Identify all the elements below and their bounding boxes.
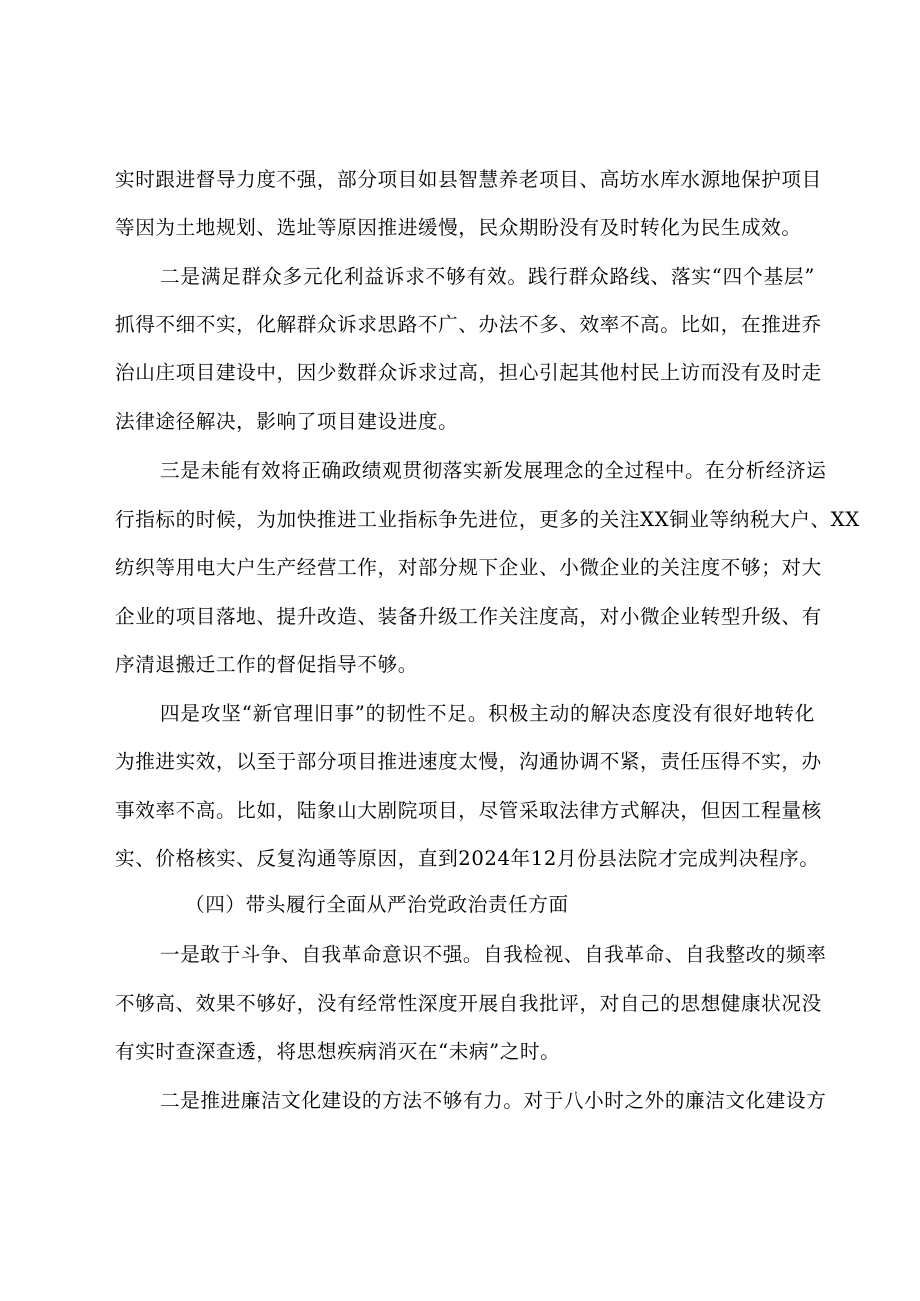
text-line: 纺织等用电大户生产经营工作，对部分规下企业、小微企业的关注度不够；对大 [115, 556, 822, 579]
paragraph-first-line: 二是推进廉洁文化建设的方法不够有力。对于八小时之外的廉洁文化建设方 [160, 1089, 827, 1112]
text-line: 实时跟进督导力度不强，部分项目如县智慧养老项目、高坊水库水源地保护项目 [115, 168, 822, 191]
text-line: 抓得不细不实，化解群众诉求思路不广、办法不多、效率不高。比如，在推进乔 [115, 313, 822, 336]
text-line: 有实时查深查透，将思想疾病消灭在“未病”之时。 [115, 1040, 561, 1063]
text-line: 实、价格核实、反复沟通等原因，直到2024年12月份县法院才完成判决程序。 [115, 847, 820, 870]
text-line: 为推进实效，以至于部分项目推进速度太慢，沟通协调不紧，责任压得不实，办 [115, 750, 822, 773]
text-line: 事效率不高。比如，陆象山大剧院项目，尽管采取法律方式解决，但因工程量核 [115, 799, 822, 822]
paragraph-first-line: 二是满足群众多元化利益诉求不够有效。践行群众路线、落实“四个基层” [160, 265, 815, 288]
text-line: 序清退搬迁工作的督促指导不够。 [115, 653, 418, 676]
text-line: 法律途径解决，影响了项目建设进度。 [115, 410, 459, 433]
text-line: 等因为土地规划、选址等原因推进缓慢，民众期盼没有及时转化为民生成效。 [115, 216, 802, 239]
text-line: 不够高、效果不够好，没有经常性深度开展自我批评，对自己的思想健康状况没 [115, 992, 822, 1015]
paragraph-first-line: 一是敢于斗争、自我革命意识不强。自我检视、自我革命、自我整改的频率 [160, 943, 827, 966]
text-line: 治山庄项目建设中，因少数群众诉求过高，担心引起其他村民上访而没有及时走 [115, 361, 822, 384]
text-line: 行指标的时候，为加快推进工业指标争先进位，更多的关注XX铜业等纳税大户、XX [115, 508, 860, 531]
paragraph-first-line: 四是攻坚“新官理旧事”的韧性不足。积极主动的解决态度没有很好地转化 [160, 702, 815, 725]
paragraph-first-line: 三是未能有效将正确政绩观贯彻落实新发展理念的全过程中。在分析经济运 [160, 459, 827, 482]
section-heading: （四）带头履行全面从严治党政治责任方面 [185, 893, 569, 916]
text-line: 企业的项目落地、提升改造、装备升级工作关注度高，对小微企业转型升级、有 [115, 605, 822, 628]
